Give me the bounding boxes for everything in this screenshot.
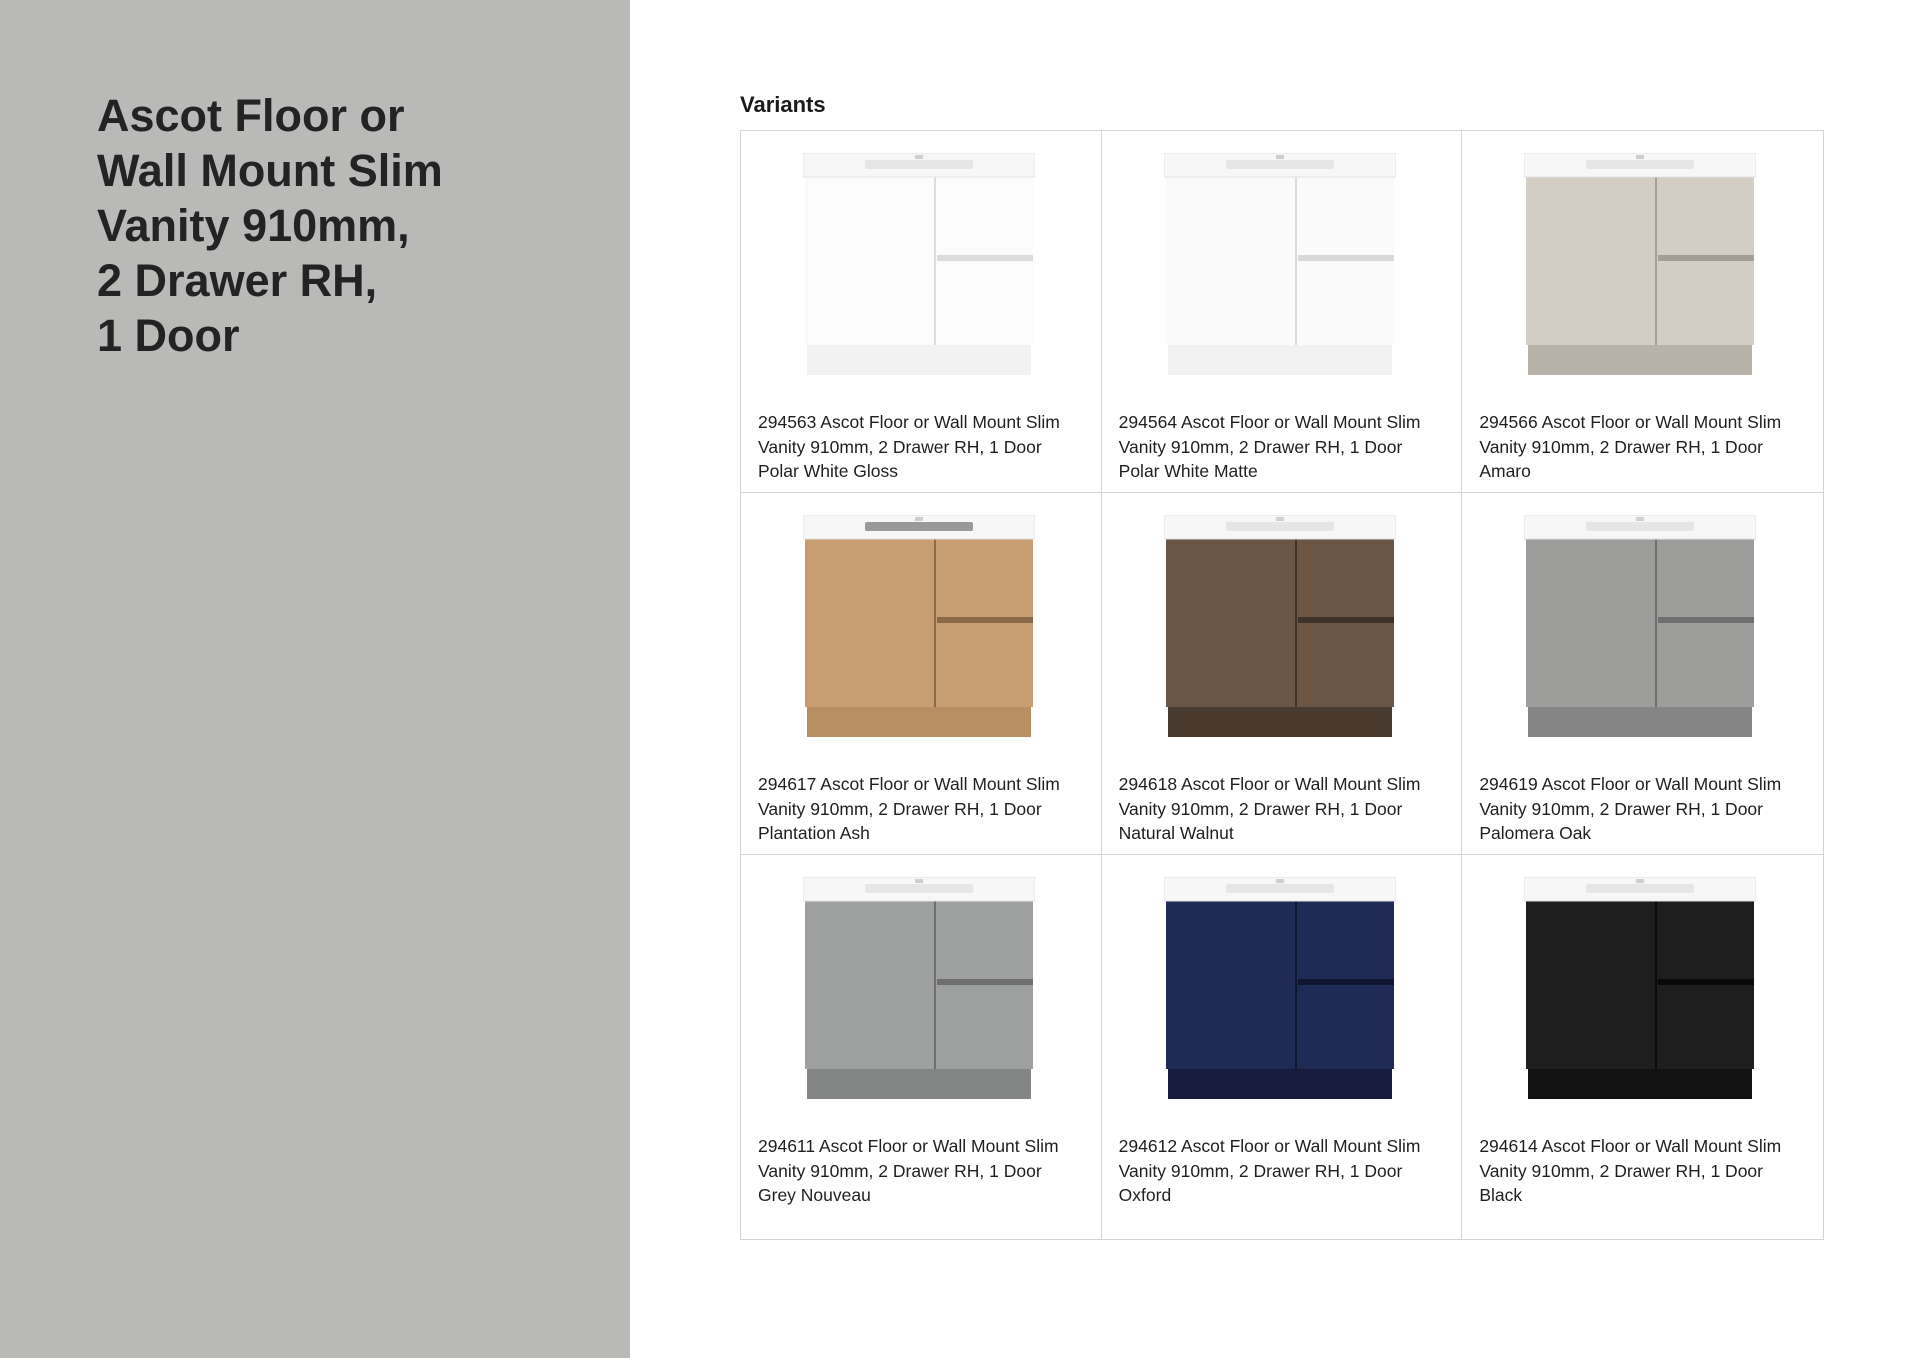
- variant-code-name: 294617 Ascot Floor or Wall Mount Slim: [758, 774, 1060, 794]
- tap-hole: [1636, 155, 1644, 159]
- variant-spec: Vanity 910mm, 2 Drawer RH, 1 Door: [758, 1160, 1042, 1181]
- variant-spec: Vanity 910mm, 2 Drawer RH, 1 Door: [758, 798, 1042, 819]
- vanity-image: [803, 153, 1035, 377]
- variants-grid: [740, 130, 1824, 1240]
- sink-basin: [1586, 522, 1694, 531]
- variant-finish: Grey Nouveau: [758, 1185, 871, 1205]
- tap-hole: [1636, 879, 1644, 883]
- sink-basin: [1226, 884, 1334, 893]
- variant-card: [1102, 131, 1463, 493]
- variant-spec: Vanity 910mm, 2 Drawer RH, 1 Door: [1118, 1160, 1403, 1181]
- variants-heading: Variants: [740, 92, 826, 117]
- variant-code-name: 294618 Ascot Floor or Wall Mount Slim: [1118, 774, 1421, 794]
- drawer-handle-groove: [1658, 255, 1754, 261]
- variant-code-name: 294611 Ascot Floor or Wall Mount Slim: [758, 1136, 1059, 1156]
- vanity-plinth: [807, 1067, 1031, 1099]
- tap-hole: [1276, 517, 1284, 521]
- variant-spec: Vanity 910mm, 2 Drawer RH, 1 Door: [1479, 798, 1763, 819]
- variant-caption: [758, 410, 1089, 484]
- side-panel: [0, 0, 630, 1358]
- variant-caption: [1479, 410, 1811, 484]
- vanity-plinth: [1168, 1067, 1392, 1099]
- variant-caption: [1479, 772, 1811, 846]
- vanity-image: [803, 877, 1035, 1101]
- drawer-handle-groove: [937, 979, 1033, 985]
- sink-basin: [1226, 522, 1334, 531]
- product-title: Ascot Floor or Wall Mount Slim Vanity 910mm, 2 Drawer RH, 1 Door: [97, 90, 443, 361]
- drawer-handle-groove: [1298, 617, 1394, 623]
- tap-hole: [1276, 155, 1284, 159]
- drawer-handle-groove: [1298, 255, 1394, 261]
- variant-code-name: 294563 Ascot Floor or Wall Mount Slim: [758, 412, 1060, 432]
- variant-finish: Oxford: [1118, 1185, 1172, 1205]
- variant-caption: [1119, 772, 1450, 846]
- variant-code-name: 294619 Ascot Floor or Wall Mount Slim: [1479, 774, 1782, 794]
- drawer-handle-groove: [937, 255, 1033, 261]
- variant-card: [1462, 855, 1823, 1239]
- variant-card: [1462, 131, 1823, 493]
- variant-finish: Polar White Matte: [1118, 461, 1258, 481]
- vanity-image: [1164, 515, 1396, 739]
- vanity-plinth: [807, 343, 1031, 375]
- variant-finish: Natural Walnut: [1118, 823, 1234, 843]
- sink-basin: [1586, 160, 1694, 169]
- variant-finish: Polar White Gloss: [758, 461, 899, 481]
- tap-hole: [1276, 879, 1284, 883]
- variant-caption: [1119, 1134, 1450, 1208]
- variant-finish: Plantation Ash: [758, 823, 870, 843]
- tap-hole: [915, 879, 923, 883]
- variant-finish: Amaro: [1479, 461, 1531, 481]
- vanity-plinth: [1528, 343, 1752, 375]
- vanity-image: [1524, 153, 1756, 377]
- variant-spec: Vanity 910mm, 2 Drawer RH, 1 Door: [1118, 798, 1403, 819]
- variant-card: [1462, 493, 1823, 855]
- vanity-image: [1524, 877, 1756, 1101]
- drawer-handle-groove: [937, 617, 1033, 623]
- variant-finish: Palomera Oak: [1479, 823, 1592, 843]
- variant-code-name: 294614 Ascot Floor or Wall Mount Slim: [1479, 1136, 1782, 1156]
- drawer-handle-groove: [1658, 617, 1754, 623]
- variant-spec: Vanity 910mm, 2 Drawer RH, 1 Door: [1479, 1160, 1763, 1181]
- variant-code-name: 294612 Ascot Floor or Wall Mount Slim: [1118, 1136, 1421, 1156]
- sink-basin: [865, 884, 973, 893]
- vanity-image: [803, 515, 1035, 739]
- vanity-plinth: [1168, 705, 1392, 737]
- sink-basin: [865, 160, 973, 169]
- vanity-image: [1164, 877, 1396, 1101]
- variant-code-name: 294566 Ascot Floor or Wall Mount Slim: [1479, 412, 1782, 432]
- tap-hole: [1636, 517, 1644, 521]
- vanity-plinth: [1528, 705, 1752, 737]
- variant-card: [741, 493, 1102, 855]
- variant-caption: [758, 772, 1089, 846]
- tap-hole: [915, 517, 923, 521]
- drawer-handle-groove: [1298, 979, 1394, 985]
- vanity-plinth: [1168, 343, 1392, 375]
- variant-card: [1102, 493, 1463, 855]
- sink-basin: [865, 522, 973, 531]
- variant-card: [1102, 855, 1463, 1239]
- sink-basin: [1586, 884, 1694, 893]
- variant-spec: Vanity 910mm, 2 Drawer RH, 1 Door: [758, 436, 1042, 457]
- variant-code-name: 294564 Ascot Floor or Wall Mount Slim: [1118, 412, 1421, 432]
- vanity-plinth: [807, 705, 1031, 737]
- vanity-plinth: [1528, 1067, 1752, 1099]
- variant-finish: Black: [1479, 1185, 1523, 1205]
- variant-spec: Vanity 910mm, 2 Drawer RH, 1 Door: [1118, 436, 1403, 457]
- variant-card: [741, 855, 1102, 1239]
- vanity-image: [1164, 153, 1396, 377]
- tap-hole: [915, 155, 923, 159]
- sink-basin: [1226, 160, 1334, 169]
- variant-caption: [1119, 410, 1450, 484]
- variant-caption: [758, 1134, 1089, 1208]
- drawer-handle-groove: [1658, 979, 1754, 985]
- variant-spec: Vanity 910mm, 2 Drawer RH, 1 Door: [1479, 436, 1763, 457]
- variant-card: [741, 131, 1102, 493]
- vanity-image: [1524, 515, 1756, 739]
- variant-caption: [1479, 1134, 1811, 1208]
